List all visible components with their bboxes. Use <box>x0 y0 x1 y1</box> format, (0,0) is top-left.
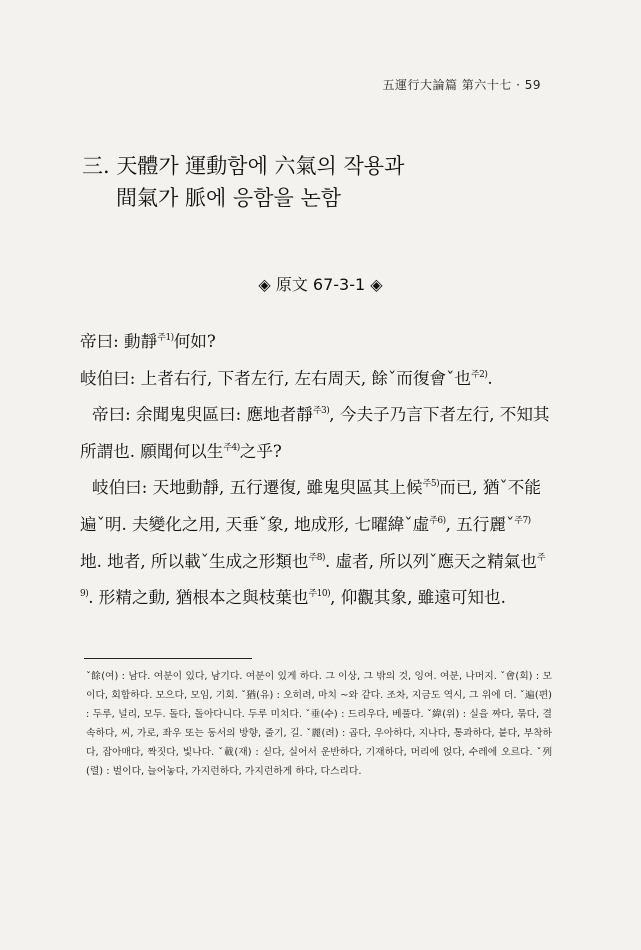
section-title-line1: 三. 天體가 運動함에 六氣의 작용과 <box>82 154 405 178</box>
footnote-ref: 주10) <box>308 589 331 600</box>
text-segment: , 仰觀其象, 雖遠可知也. <box>330 588 506 608</box>
footnote-ref: 주9) <box>80 552 546 600</box>
text-segment: 而已, 猶ˇ不能遍ˇ明. 夫變化之用, 天垂ˇ象, 地成形, 七曜緯ˇ虛 <box>80 478 541 534</box>
paragraph-4 <box>80 468 550 614</box>
footnote-ref: 주2) <box>470 369 488 380</box>
text-segment: , 五行麗ˇ <box>445 514 515 534</box>
text-segment: 地. 地者, 所以載ˇ生成之形類也 <box>80 551 309 571</box>
footnote-ref: 주4) <box>223 442 240 453</box>
paragraph-3 <box>80 395 550 468</box>
text-segment: 岐伯曰: 天地動靜, 五行遷復, 雖鬼臾區其上候 <box>92 478 423 498</box>
text-segment: 岐伯曰: 上者右行, 下者左行, 左右周天, 餘ˇ而復會ˇ也 <box>80 368 471 388</box>
text-segment: . 形精之動, 猶根本之與枝葉也 <box>88 588 309 608</box>
footnote-ref: 주6) <box>429 515 446 526</box>
running-head: 五運行大論篇 第六十七 · 59 <box>382 78 541 92</box>
footnote-ref: 주3) <box>312 406 330 417</box>
footnotes <box>86 667 552 781</box>
text-segment: 帝曰: 動靜 <box>80 332 158 351</box>
paragraph-1 <box>80 322 550 359</box>
footnote-ref: 주5) <box>422 479 440 490</box>
classical-text <box>80 322 550 615</box>
footnote-glossary: ˇ餘(여) : 남다. 여분이 있다, 남기다. 여분이 있게 하다. 그 이상, 그 밖의 것, 잉여. 여분, 나머지. ˇ會(회) : 모이다, 회합하다. 모으다, 모임, 기회. ˇ猶(유) : 오히려, 마치 ~와 같다. 조차, 지금도 역시, 그 위에 더. ˇ遍(편) : 두루, 널리, 모두. 돌다, 돌아다니다. 두루 미치다. ˇ垂(수) : 드리우다, 베풀다. ˇ緯(위) : 실을 짜다, 묶다, 결속하다, 씨, 가로, 좌우 또는 동서의 방향, 줄기, 길. ˇ麗(려) : 곱다, 우아하다, 지나다, 통과하다, 붙다, 부착하다, 잡아매다, 짝짓다, 빛나다. ˇ載(재) : 싣다, 실어서 운반하다, 기재하다, 머리에 얹다, 수레에 오르다. ˇ列(렬) : 벌이다, 늘어놓다, 가지런하다, 가지런하게 하다, 다스리다. <box>86 671 552 777</box>
section-title <box>82 150 404 214</box>
text-segment: 何如? <box>173 332 216 351</box>
text-segment: 帝曰: 余聞鬼臾區曰: 應地者靜 <box>92 405 313 425</box>
footnote-ref: 주7) <box>514 515 531 526</box>
text-segment: , 今夫子乃言下者左行, 不知其所謂也. 願聞何以生 <box>80 405 550 461</box>
footnote-ref: 주1) <box>157 333 174 343</box>
footnote-ref: 주8) <box>308 552 325 563</box>
footnote-divider <box>84 658 252 659</box>
original-text-label: ◈ 原文 67-3-1 ◈ <box>258 275 383 294</box>
text-segment: 之乎? <box>239 441 282 461</box>
section-title-line2: 間氣가 脈에 응함을 논함 <box>116 186 342 210</box>
paragraph-2 <box>80 359 550 396</box>
text-segment: . 虛者, 所以列ˇ應天之精氣也 <box>324 551 537 571</box>
text-segment: . <box>487 368 493 388</box>
